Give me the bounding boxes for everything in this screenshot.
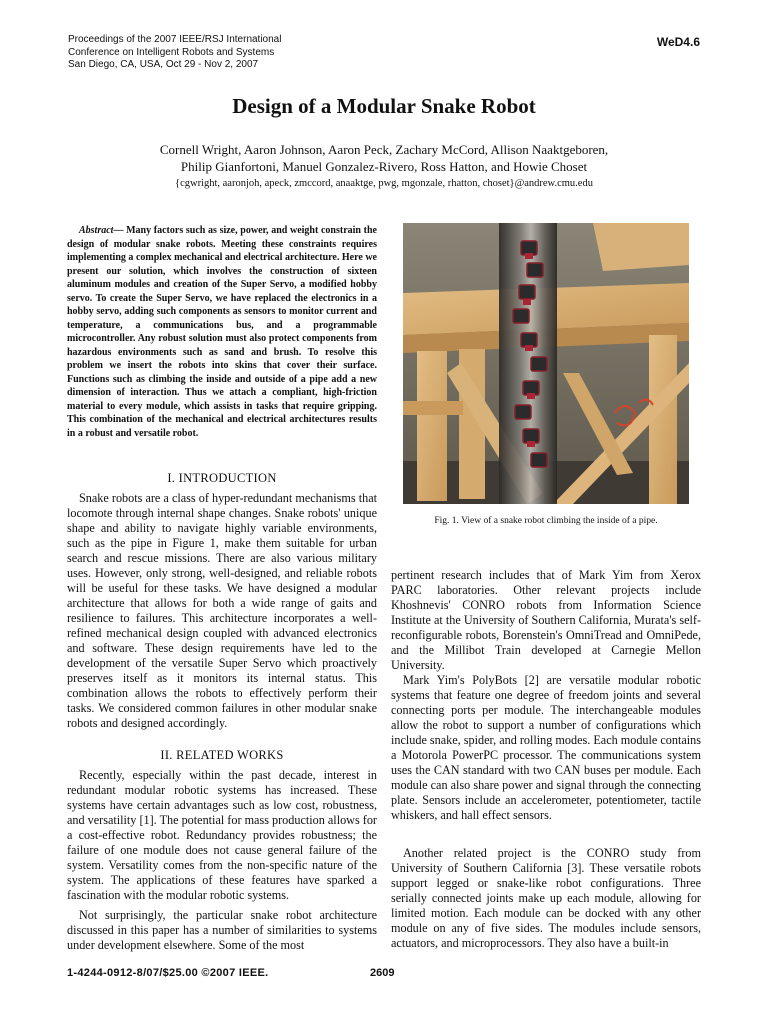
- paper-title: Design of a Modular Snake Robot: [232, 94, 536, 118]
- copyright-footer: 1-4244-0912-8/07/$25.00 ©2007 IEEE.: [67, 967, 269, 979]
- abstract-text: — Many factors such as size, power, and weight constrain the design of modular snake robots. Meeting these constraints requires implementing a complex mechanical and electrical architecture. Here we present our solution, which involves the construction of sixteen aluminum modules and creation of the Super Servo, a modified hobby servo. To create the Super Servo, we have replaced the electronics in a hobby servo, adding such components as sensors to monitor current and temperature, a communications bus, and a programmable microcontroller. Any robust solution must also protect components from hazardous environments such as sand and brush. To resolve this problem we insert the robots into skins that cover their surface. Functions such as climbing the inside and outside of a pipe add a new dimension of interaction. Thus we attach a compliant, high-friction material to every module, which assists in tasks that require gripping. This combination of the mechanical and electrical architectures results in a robust and versatile robot.: [67, 225, 377, 439]
- author-list: [60, 141, 708, 175]
- section-heading-introduction: I. INTRODUCTION: [167, 471, 277, 485]
- author-emails: {cgwright, aaronjoh, apeck, zmccord, anaaktge, pwg, mgonzale, rhatton, choset}@andrew.cmu.edu: [175, 178, 593, 189]
- section-heading-related-works: II. RELATED WORKS: [160, 748, 284, 762]
- related-works-paragraph-polybots: Mark Yim's PolyBots [2] are versatile modular robotic systems that feature one degree of freedom joints and several connecting ports per module. The interchangeable modules allow the robot to support a number of configurations which include snake, spider, and rolling modes. Each module contains a Motorola PowerPC processor. The communications system uses the CAN standard with two CAN buses per module. Each module can also share power and signal through the connecting plate. Sensors include an accelerometer, potentiometer, tactile whiskers, and hall effect sensors.: [391, 673, 701, 822]
- abstract: [67, 224, 377, 440]
- authors-line-2: Philip Gianfortoni, Manuel Gonzalez-Rivero, Ross Hatton, and Howie Choset: [180, 159, 588, 174]
- related-works-paragraph-2: Not surprisingly, the particular snake robot architecture discussed in this paper has a number of similarities to systems under development elsewhere. Some of the most: [67, 908, 377, 952]
- intro-paragraph: Snake robots are a class of hyper-redundant mechanisms that locomote through internal shape changes. Snake robots' unique shape and ability to navigate highly variable environments, such as the pipe in Figure 1, make them suitable for urban search and rescue missions. There are also various military uses. However, only strong, well-designed, and reliable robots will be useful for these tasks. We have designed a modular architecture that allows for both a wide range of gaits and resilience to failures. This architecture incorporates a well-refined mechanical design coupled with advanced electronics and software. These design requirements have led to the development of the versatile Super Servo which proactively preserves itself as it monitors its internal status. This combination allows the robots to effectively perform their tasks. We considered common failures in other modular snake robots and designed accordingly.: [67, 491, 377, 730]
- proceedings-header: [68, 34, 281, 72]
- authors-line-1: Cornell Wright, Aaron Johnson, Aaron Peck, Zachary McCord, Allison Naaktgeboren,: [159, 142, 609, 157]
- proceedings-line-2: Conference on Intelligent Robots and Systems: [68, 46, 275, 58]
- snake-robot-pipe-illustration: [403, 223, 689, 504]
- session-code: WeD4.6: [656, 35, 700, 49]
- related-works-paragraph-conro: Another related project is the CONRO study from University of Southern California [3]. These versatile robots support legged or snake-like robot configurations. Three serially connected joints make up each module, allowing for limited motion. Each module can be docked with any other module on any of five sides. The modules include sensors, actuators, and microprocessors. They also have a built-in: [391, 846, 701, 950]
- abstract-label: Abstract: [79, 225, 114, 236]
- page-number: 2609: [370, 967, 395, 979]
- figure-caption: Fig. 1. View of a snake robot climbing the inside of a pipe.: [434, 516, 658, 526]
- proceedings-line-3: San Diego, CA, USA, Oct 29 - Nov 2, 2007: [68, 59, 259, 70]
- related-works-paragraph-3: pertinent research includes that of Mark Yim from Xerox PARC laboratories. Other relevant projects include Khoshnevis' CONRO robots from Information Science Institute at the University of Southern California, Murata's self-reconfigurable robots, Borenstein's OmniTread and OmniPede, and the Millibot Train developed at Carnegie Mellon University.: [391, 568, 701, 672]
- related-works-paragraph-1: Recently, especially within the past decade, interest in redundant modular robotic systems has increased. These systems have certain advantages such as low cost, robustness, and versatility [1]. The potential for mass production allows for a cost-effective robot. Redundancy provides robustness; the failure of one module does not cause general failure of the system. Versatility comes from the non-specific nature of the system. The applications of these features have sparked a fascination with the modular robotic systems.: [67, 768, 377, 902]
- proceedings-line-1: Proceedings of the 2007 IEEE/RSJ International: [68, 34, 282, 45]
- figure-snake-robot-photo: [403, 223, 689, 504]
